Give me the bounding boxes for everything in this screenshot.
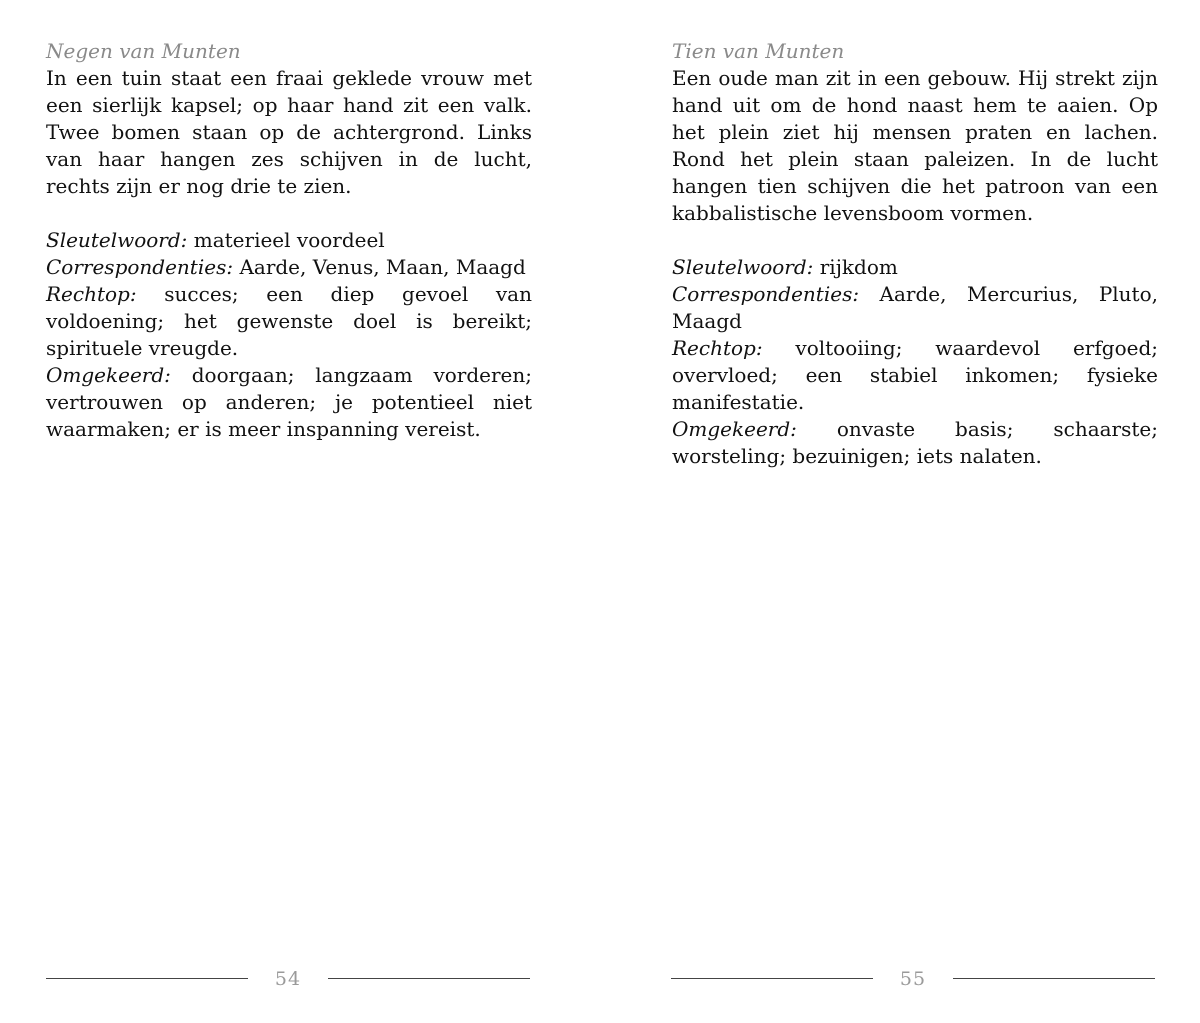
footer-rule-right [328,978,530,979]
card-title: Negen van Munten [46,39,241,63]
upright-label: Rechtop: [672,336,763,360]
left-page-content [46,38,532,443]
upright-value: succes; een diep gevoel van voldoening; het gewenste doel is bereikt; spirituele vreugde. [46,282,532,360]
keyword-label: Sleutelwoord: [672,255,814,279]
keyword-line [672,254,1158,281]
reversed-label: Omgekeerd: [46,363,171,387]
page-footer [671,966,1155,992]
correspondences-label: Correspondenties: [672,282,860,306]
card-description: In een tuin staat een fraai geklede vrouw met een sierlijk kapsel; op haar hand zit een valk. Twee bomen staan op de achtergrond. Links van haar hangen zes schijven in de lucht, rechts zijn er nog drie te zien. [46,66,532,198]
reversed-label: Omgekeerd: [672,417,797,441]
page-footer [46,966,530,992]
upright-line [46,281,532,362]
correspondences-label: Correspondenties: [46,255,234,279]
correspondences-value: Aarde, Mercurius, Pluto, Maagd [672,282,1158,333]
reversed-value: doorgaan; langzaam vorderen; vertrouwen op anderen; je potentieel niet waarmaken; er is meer inspanning vereist. [46,363,532,441]
keyword-line [46,227,532,254]
keyword-label: Sleutelwoord: [46,228,188,252]
correspondences-line [46,254,532,281]
reversed-line [672,416,1158,470]
page-number: 55 [899,968,927,990]
keyword-value: materieel voordeel [187,228,385,252]
reversed-line [46,362,532,443]
reversed-value: onvaste basis; schaarste; worsteling; bezuinigen; iets nalaten. [672,417,1158,468]
upright-line [672,335,1158,416]
card-meta [672,254,1158,470]
card-meta [46,227,532,443]
right-page-content [672,38,1158,470]
upright-label: Rechtop: [46,282,137,306]
page-number: 54 [274,968,302,990]
correspondences-line [672,281,1158,335]
correspondences-value: Aarde, Venus, Maan, Maagd [233,255,526,279]
right-page [600,0,1200,1023]
keyword-value: rijkdom [813,255,898,279]
footer-rule-right [953,978,1155,979]
card-description: Een oude man zit in een gebouw. Hij strekt zijn hand uit om de hond naast hem te aaien. Op het plein ziet hij mensen praten en lachen. Rond het plein staan paleizen. In de lucht hangen tien schijven die het patroon van een kabbalistische levensboom vormen. [672,66,1158,225]
upright-value: voltooiing; waardevol erfgoed; overvloed; een stabiel inkomen; fysieke manifestatie. [672,336,1158,414]
card-title: Tien van Munten [672,39,845,63]
